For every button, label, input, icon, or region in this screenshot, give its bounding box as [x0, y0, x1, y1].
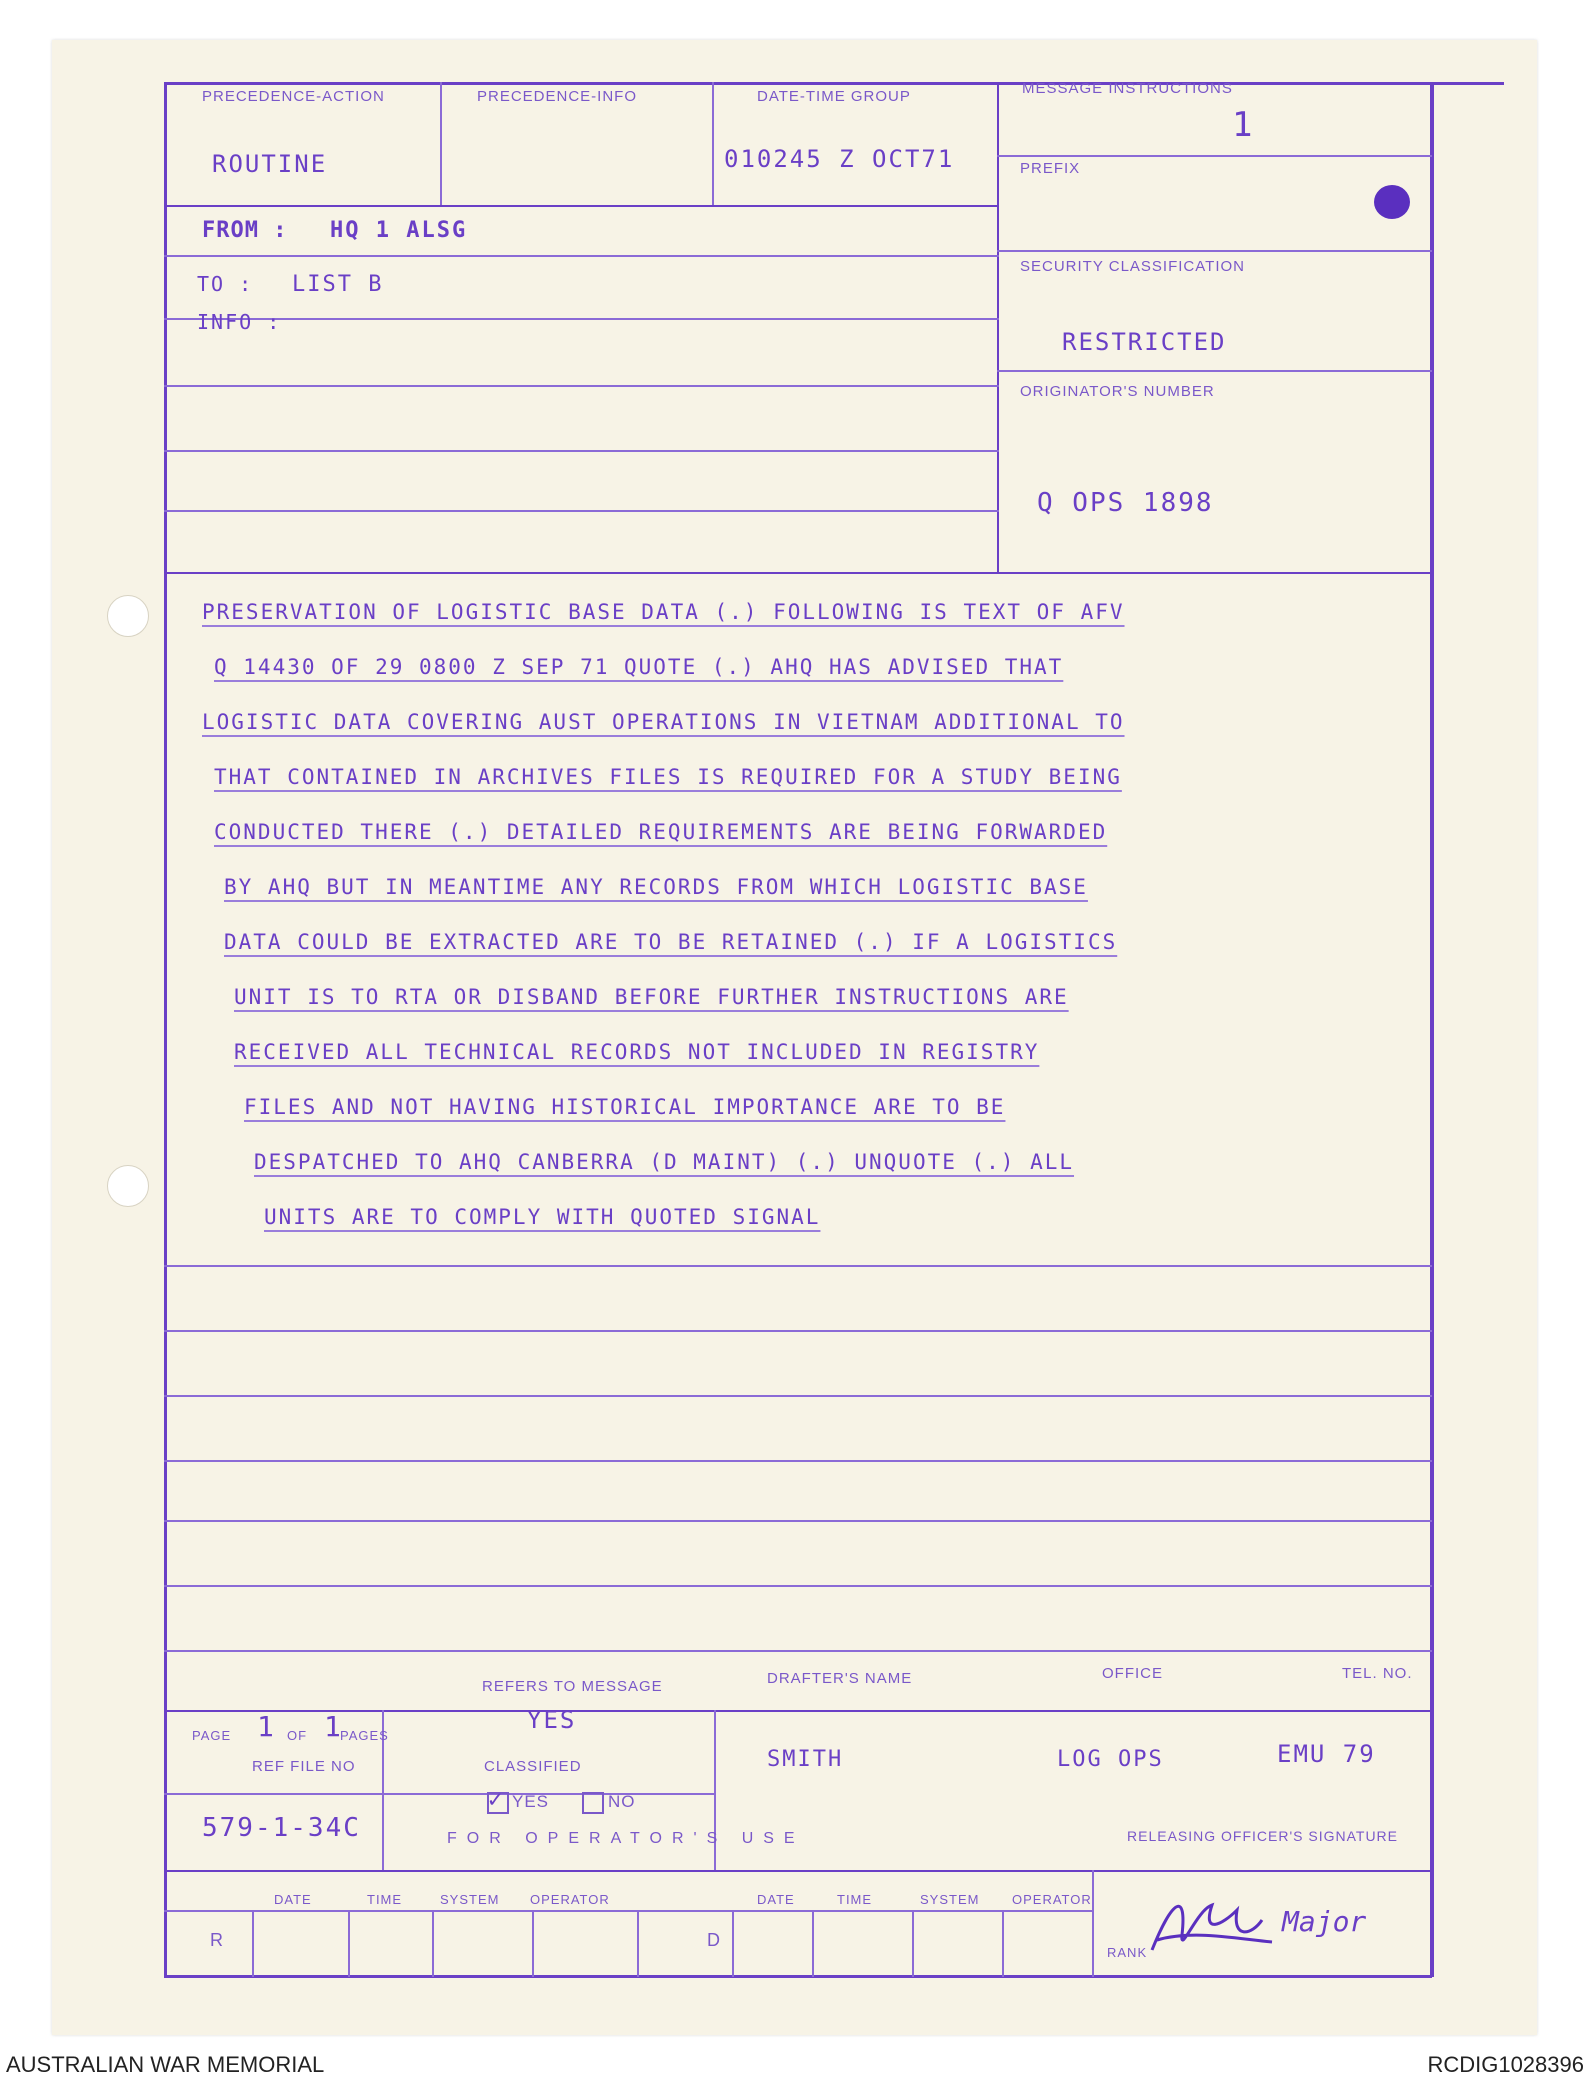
body-line: UNITS ARE TO COMPLY WITH QUOTED SIGNAL [264, 1205, 821, 1229]
col-operator-d: OPERATOR [1012, 1892, 1092, 1907]
col-time-d: TIME [837, 1892, 873, 1907]
col-date-r: DATE [274, 1892, 312, 1907]
classified-yes-label: YES [512, 1792, 550, 1811]
rank-value: Major [1282, 1905, 1367, 1938]
body-line: LOGISTIC DATA COVERING AUST OPERATIONS IN VIETNAM ADDITIONAL TO [202, 710, 1125, 734]
info-label: INFO : [197, 310, 282, 334]
punch-hole-top [107, 595, 149, 637]
message-form-sheet [52, 40, 1537, 2035]
body-line: BY AHQ BUT IN MEANTIME ANY RECORDS FROM WHICH LOGISTIC BASE [224, 875, 1088, 899]
message-body [202, 600, 1412, 1240]
message-instructions-value: 1 [1232, 105, 1255, 145]
originator-number-label: ORIGINATOR'S NUMBER [1020, 383, 1215, 400]
originator-number-value: Q OPS 1898 [1037, 488, 1214, 518]
security-classification-label: SECURITY CLASSIFICATION [1020, 258, 1245, 275]
body-line: UNIT IS TO RTA OR DISBAND BEFORE FURTHER INSTRUCTIONS ARE [234, 985, 1069, 1009]
footer-right: RCDIG1028396 [1427, 2052, 1584, 2077]
footer-left: AUSTRALIAN WAR MEMORIAL [6, 2052, 325, 2077]
rank-label: RANK [1107, 1945, 1148, 1960]
precedence-action-label: PRECEDENCE-ACTION [202, 88, 385, 105]
to-label: TO : [197, 272, 254, 296]
checkmark: ✓ [488, 1785, 505, 1813]
ink-blot [1374, 185, 1410, 219]
page-label: PAGE [192, 1728, 232, 1743]
office-label: OFFICE [1102, 1665, 1163, 1682]
tel-no-value: EMU 79 [1277, 1740, 1376, 1768]
releasing-officer-label: RELEASING OFFICER'S SIGNATURE [1127, 1828, 1399, 1844]
body-line: RECEIVED ALL TECHNICAL RECORDS NOT INCLUDED IN REGISTRY [234, 1040, 1040, 1064]
pages-label: PAGES [340, 1728, 389, 1743]
classified-no-checkbox [582, 1792, 604, 1814]
page-number: 1 [257, 1710, 276, 1743]
precedence-info-label: PRECEDENCE-INFO [477, 88, 638, 105]
body-line: Q 14430 OF 29 0800 Z SEP 71 QUOTE (.) AHQ HAS ADVISED THAT [214, 655, 1064, 679]
col-date-d: DATE [757, 1892, 795, 1907]
body-line: DESPATCHED TO AHQ CANBERRA (D MAINT) (.) UNQUOTE (.) ALL [254, 1150, 1075, 1174]
message-instructions-label: MESSAGE INSTRUCTIONS [1022, 80, 1233, 97]
drafter-name-label: DRAFTER'S NAME [767, 1670, 913, 1687]
pages-total: 1 [324, 1710, 343, 1743]
operator-use-label: FOR OPERATOR'S USE [447, 1830, 805, 1847]
dtg-value: 010245 Z OCT71 [724, 145, 955, 173]
security-classification-value: RESTRICTED [1062, 328, 1227, 356]
body-line: CONDUCTED THERE (.) DETAILED REQUIREMENTS ARE BEING FORWARDED [214, 820, 1108, 844]
refers-to-message-value: YES [527, 1706, 577, 1734]
signature [1142, 1880, 1282, 1965]
body-line: DATA COULD BE EXTRACTED ARE TO BE RETAINED (.) IF A LOGISTICS [224, 930, 1118, 954]
r-label: R [210, 1930, 224, 1950]
classified-no-label: NO [608, 1792, 636, 1811]
office-value: LOG OPS [1057, 1747, 1164, 1772]
file-no-label: REF FILE NO [252, 1758, 356, 1775]
precedence-action-value: ROUTINE [212, 150, 328, 178]
refers-to-message-label: REFERS TO MESSAGE [482, 1678, 663, 1695]
col-system-r: SYSTEM [440, 1892, 500, 1907]
tel-no-label: TEL. NO. [1342, 1665, 1413, 1682]
body-line: THAT CONTAINED IN ARCHIVES FILES IS REQUIRED FOR A STUDY BEING [214, 765, 1122, 789]
body-line: FILES AND NOT HAVING HISTORICAL IMPORTANCE ARE TO BE [244, 1095, 1006, 1119]
dtg-label: DATE-TIME GROUP [757, 88, 911, 105]
punch-hole-bottom [107, 1165, 149, 1207]
to-value: LIST B [292, 272, 384, 297]
drafter-name-value: SMITH [767, 1747, 844, 1772]
classified-label: CLASSIFIED [484, 1758, 582, 1775]
prefix-label: PREFIX [1020, 160, 1081, 177]
col-time-r: TIME [367, 1892, 403, 1907]
from-label: FROM : [202, 218, 288, 243]
col-system-d: SYSTEM [920, 1892, 980, 1907]
col-operator-r: OPERATOR [530, 1892, 610, 1907]
d-label: D [707, 1930, 721, 1950]
of-label: OF [287, 1728, 308, 1743]
body-line: PRESERVATION OF LOGISTIC BASE DATA (.) FOLLOWING IS TEXT OF AFV [202, 600, 1125, 624]
from-value: HQ 1 ALSG [330, 218, 468, 243]
file-no-value: 579-1-34C [202, 1813, 361, 1843]
